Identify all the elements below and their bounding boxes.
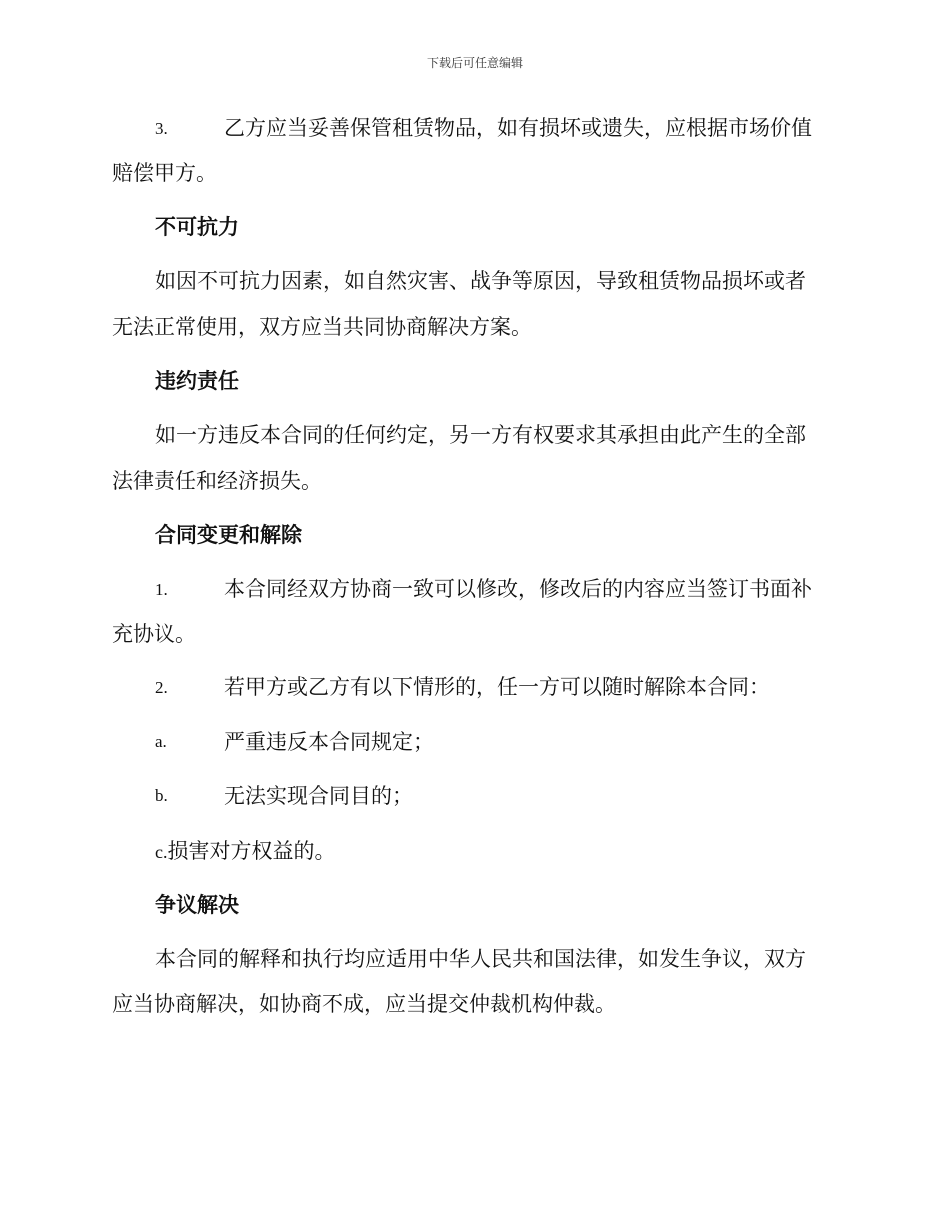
- list-marker-3: 3.: [155, 119, 168, 138]
- page-header-note: 下载后可任意编辑: [426, 56, 523, 70]
- list-marker-c: c.: [155, 842, 168, 862]
- heading-dispute: 争议解决: [155, 893, 239, 917]
- heading-force-majeure: 不可抗力: [155, 215, 239, 239]
- force-majeure-line1: 如因不可抗力因素，如自然灾害、战争等原因，导致租赁物品损坏或者: [155, 269, 806, 293]
- item3-line2: 赔偿甲方。: [112, 161, 217, 185]
- force-majeure-line2: 无法正常使用，双方应当共同协商解决方案。: [112, 315, 532, 339]
- modification-sub-a: 严重违反本合同规定；: [224, 730, 434, 754]
- modification-item1-line2: 充协议。: [112, 622, 196, 646]
- list-marker-a: a.: [155, 732, 167, 751]
- list-marker-1: 1.: [155, 580, 168, 599]
- modification-item1-line1: 本合同经双方协商一致可以修改，修改后的内容应当签订书面补: [224, 577, 812, 601]
- breach-line2: 法律责任和经济损失。: [112, 469, 322, 493]
- heading-modification: 合同变更和解除: [155, 523, 302, 547]
- modification-sub-b: 无法实现合同目的；: [224, 784, 413, 808]
- dispute-line1: 本合同的解释和执行均应适用中华人民共和国法律，如发生争议，双方: [155, 947, 806, 971]
- modification-sub-c-text: 损害对方权益的。: [167, 839, 336, 863]
- breach-line1: 如一方违反本合同的任何约定，另一方有权要求其承担由此产生的全部: [155, 423, 806, 447]
- list-marker-b: b.: [155, 786, 168, 805]
- list-marker-2: 2.: [155, 678, 168, 697]
- modification-item2-line1: 若甲方或乙方有以下情形的，任一方可以随时解除本合同：: [224, 675, 770, 699]
- item3-line1: 乙方应当妥善保管租赁物品，如有损坏或遗失，应根据市场价值: [224, 116, 812, 140]
- modification-sub-c: [155, 836, 336, 867]
- dispute-line2: 应当协商解决，如协商不成，应当提交仲裁机构仲裁。: [112, 992, 616, 1016]
- heading-breach: 违约责任: [155, 369, 239, 393]
